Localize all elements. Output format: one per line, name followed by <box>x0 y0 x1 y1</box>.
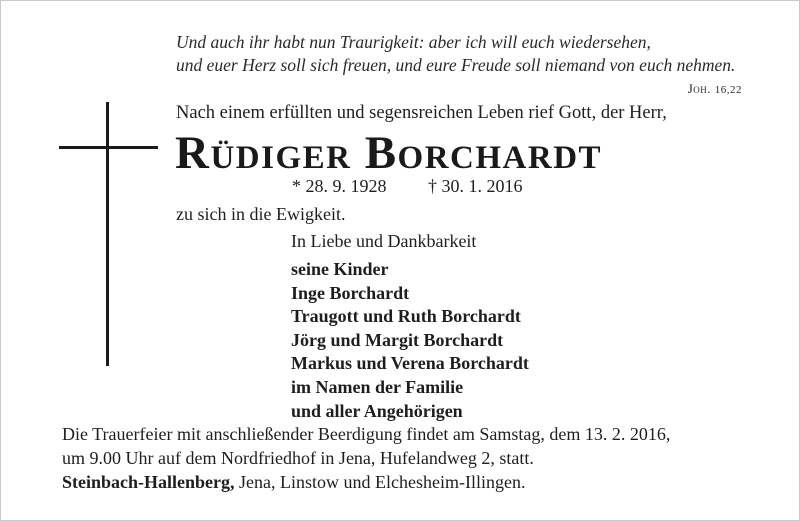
verse-line-2: und euer Herz soll sich freuen, und eure Freude soll niemand von euch nehmen. <box>176 55 736 75</box>
mourner-line: seine Kinder <box>291 259 389 279</box>
mourner-line: und aller Angehörigen <box>291 400 463 421</box>
verse-reference <box>688 77 742 102</box>
birth-date: * 28. 9. 1928 <box>292 176 387 196</box>
place-primary: Steinbach-Hallenberg, <box>62 472 235 492</box>
verse-reference-number: 16,22 <box>714 84 742 96</box>
service-line-2: um 9.00 Uhr auf dem Nordfriedhof in Jena, Hufelandweg 2, statt. <box>62 448 534 468</box>
deceased-name: Rüdiger Borchardt <box>175 127 603 179</box>
mourners-list <box>291 258 529 423</box>
mourner-line: Jörg und Margit Borchardt <box>291 329 504 350</box>
verse-line-1: Und auch ihr habt nun Traurigkeit: aber ich will euch wiedersehen, <box>176 32 651 52</box>
death-date: † 30. 1. 2016 <box>428 176 523 196</box>
mourner-line: Traugott und Ruth Borchardt <box>291 306 521 327</box>
bible-verse <box>176 31 750 96</box>
intro-text: Nach einem erfüllten und segensreichen Leben rief Gott, der Herr, <box>176 103 667 123</box>
place-others: Jena, Linstow und Elchesheim-Illingen. <box>234 472 526 492</box>
life-dates <box>292 175 523 197</box>
mourner-line: Inge Borchardt <box>291 282 410 303</box>
funeral-service-info <box>62 422 762 470</box>
cross-icon-horizontal <box>59 146 158 149</box>
verse-reference-book: Joh. <box>687 81 711 96</box>
gratitude-line: In Liebe und Dankbarkeit <box>291 231 477 251</box>
family-places <box>62 471 525 493</box>
cross-icon-vertical <box>106 102 109 366</box>
eternity-text: zu sich in die Ewigkeit. <box>176 204 346 224</box>
service-line-1: Die Trauerfeier mit anschließender Beerdigung findet am Samstag, dem 13. 2. 2016, <box>62 424 671 444</box>
mourner-line: Markus und Verena Borchardt <box>291 353 529 374</box>
mourner-line: im Namen der Familie <box>291 376 464 397</box>
